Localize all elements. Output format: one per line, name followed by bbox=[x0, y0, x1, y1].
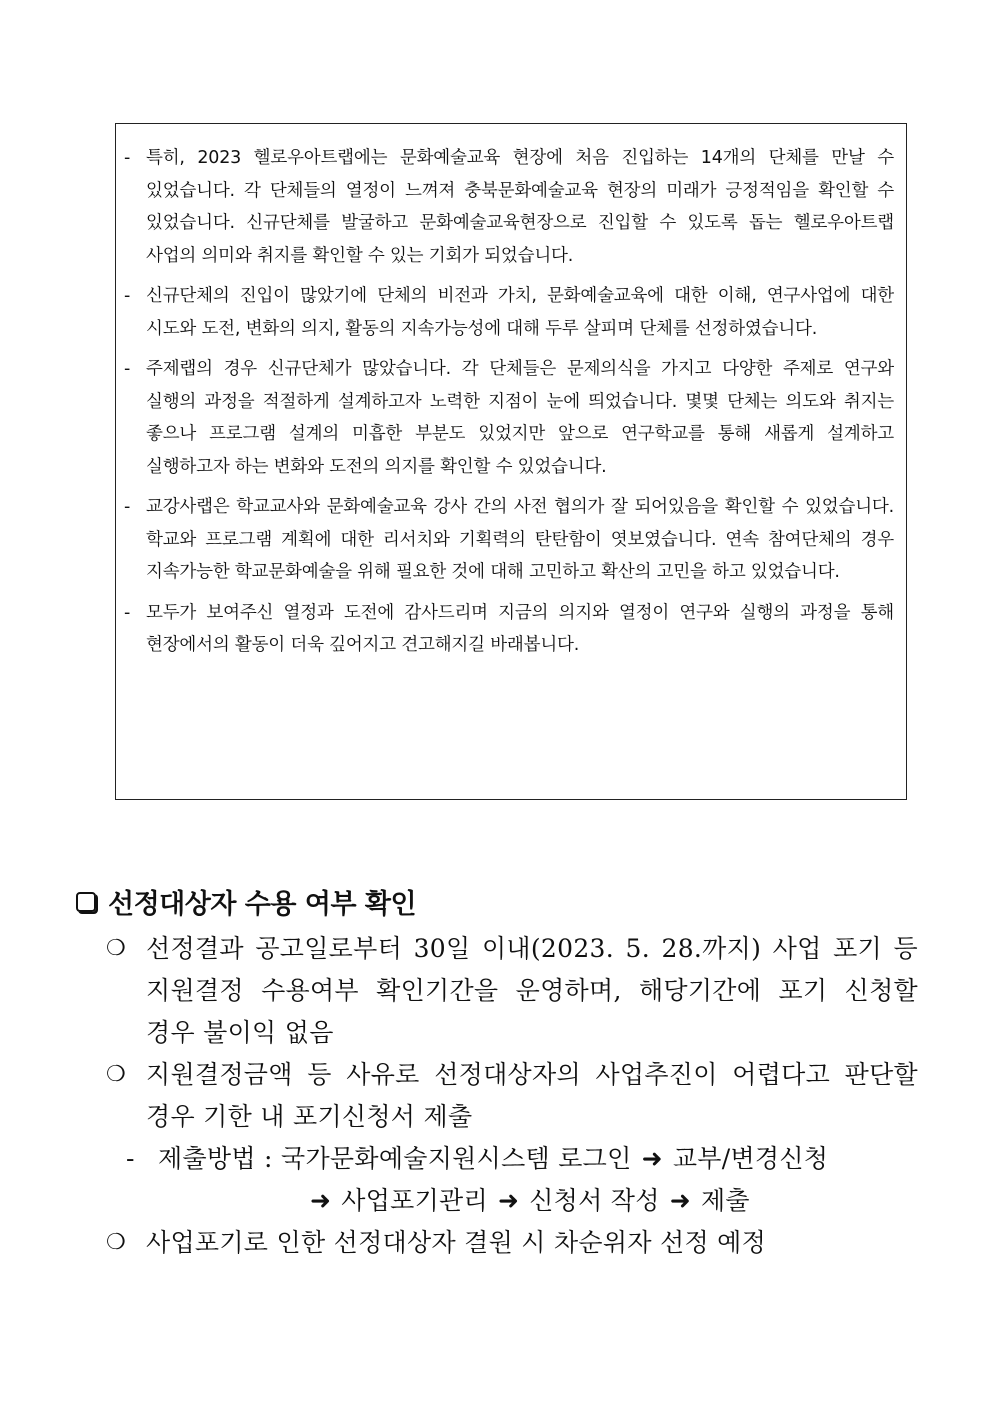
checkbox-square-icon bbox=[76, 892, 96, 912]
arrow-right-icon: ➜ bbox=[310, 1186, 332, 1215]
review-item-text: 교강사랩은 학교교사와 문화예술교육 강사 간의 사전 협의가 잘 되어있음을 확인할 수 있었습니다. 학교와 프로그램 계획에 대한 리서치와 기획력의 탄탄함이 엿보였습니다. 연속 참여단체의 경우 지속가능한 학교문화예술을 위해 필요한 것에 대해 고민하고 확산의 고민을 하고 있었습니다. bbox=[146, 497, 894, 582]
review-item bbox=[124, 491, 894, 589]
section-heading bbox=[76, 882, 416, 921]
method-step: 제출 bbox=[700, 1186, 750, 1215]
review-item-text: 모두가 보여주신 열정과 도전에 감사드리며 지금의 의지와 열정이 연구와 실행의 과정을 통해 현장에서의 활동이 더욱 깊어지고 견고해지길 바래봅니다. bbox=[146, 602, 894, 655]
arrow-right-icon: ➜ bbox=[669, 1186, 691, 1215]
notice-item-text: 선정결과 공고일로부터 30일 이내(2023. 5. 28.까지) 사업 포기 등 지원결정 수용여부 확인기간을 운영하며, 해당기간에 포기 신청할 경우 불이익 없음 bbox=[146, 934, 918, 1047]
method-step: 교부/변경신청 bbox=[672, 1144, 829, 1173]
method-step: 신청서 작성 bbox=[529, 1186, 660, 1215]
circle-bullet-icon: ❍ bbox=[106, 1230, 127, 1255]
notice-item bbox=[100, 1222, 918, 1264]
method-label: 제출방법 : 국가문화예술지원시스템 로그인 bbox=[158, 1144, 632, 1173]
review-comments-box bbox=[115, 123, 907, 800]
notice-list bbox=[100, 928, 918, 1264]
submission-method-continued bbox=[100, 1180, 918, 1222]
review-item bbox=[124, 353, 894, 483]
review-item-text: 신규단체의 진입이 많았기에 단체의 비전과 가치, 문화예술교육에 대한 이해, 연구사업에 대한 시도와 도전, 변화의 의지, 활동의 지속가능성에 대해 두루 살피며 단체를 선정하였습니다. bbox=[146, 286, 894, 339]
dash-bullet: - bbox=[124, 359, 131, 379]
circle-bullet-icon: ❍ bbox=[106, 1062, 127, 1087]
arrow-right-icon: ➜ bbox=[497, 1186, 520, 1215]
notice-item bbox=[100, 928, 918, 1054]
submission-method bbox=[100, 1138, 918, 1180]
dash-bullet: - bbox=[124, 286, 131, 306]
dash-bullet: - bbox=[124, 497, 131, 517]
arrow-right-icon: ➜ bbox=[641, 1144, 663, 1173]
circle-bullet-icon: ❍ bbox=[106, 936, 127, 961]
dash-bullet: - bbox=[124, 602, 131, 623]
notice-item-text: 지원결정금액 등 사유로 선정대상자의 사업추진이 어렵다고 판단할 경우 기한 내 포기신청서 제출 bbox=[146, 1060, 918, 1131]
review-item-text: 특히, 2023 헬로우아트랩에는 문화예술교육 현장에 처음 진입하는 14개의 단체를 만날 수 있었습니다. 각 단체들의 열정이 느껴져 충북문화예술교육 현장의 미래가 긍정적임을 확인할 수 있었습니다. 신규단체를 발굴하고 문화예술교육현장으로 진입할 수 있도록 돕는 헬로우아트랩 사업의 의미와 취지를 확인할 수 있는 기회가 되었습니다. bbox=[146, 148, 894, 266]
review-item-text: 주제랩의 경우 신규단체가 많았습니다. 각 단체들은 문제의식을 가지고 다양한 주제로 연구와 실행의 과정을 적절하게 설계하고자 노력한 지점이 눈에 띄었습니다. 몇몇 단체는 의도와 취지는 좋으나 프로그램 설계의 미흡한 부분도 있었지만 앞으로 연구학교를 통해 새롭게 설계하고 실행하고자 하는 변화와 도전의 의지를 확인할 수 있었습니다. bbox=[146, 359, 894, 477]
review-item bbox=[124, 142, 894, 272]
section-title: 선정대상자 수용 여부 확인 bbox=[108, 889, 417, 920]
notice-item bbox=[100, 1054, 918, 1138]
method-step: 사업포기관리 bbox=[341, 1186, 488, 1215]
dash-bullet: - bbox=[124, 148, 131, 168]
dash-bullet: - bbox=[126, 1144, 135, 1173]
notice-item-text: 사업포기로 인한 선정대상자 결원 시 차순위자 선정 예정 bbox=[146, 1228, 767, 1257]
review-item bbox=[124, 280, 894, 345]
review-item bbox=[124, 597, 894, 662]
